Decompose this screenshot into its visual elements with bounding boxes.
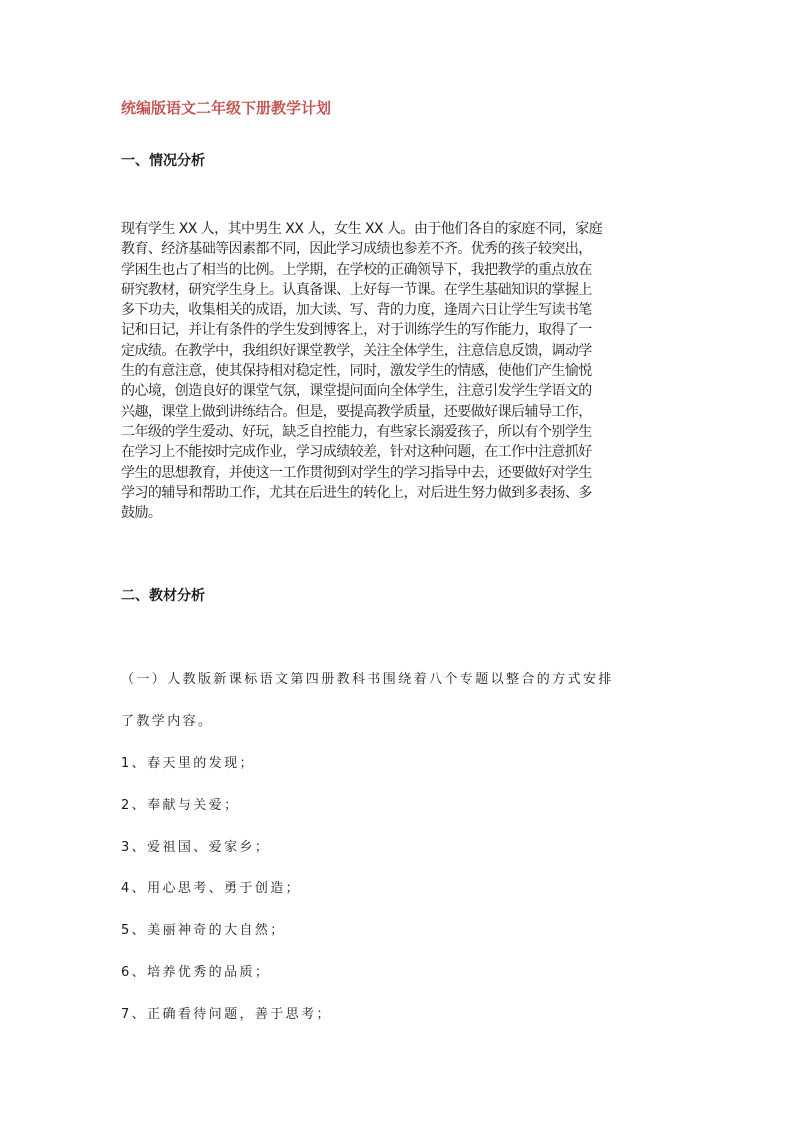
paragraph-line: 研究教材，研究学生身上。认真备课、上好每一节课。在学生基础知识的掌握上 xyxy=(121,281,592,298)
paragraph-line: 鼓励。 xyxy=(121,505,162,522)
paragraph-line: 二年级的学生爱动、好玩，缺乏自控能力，有些家长溺爱孩子，所以有个别学生 xyxy=(121,423,592,440)
textbook-intro-line: （一）人教版新课标语文第四册教科书围绕着八个专题以整合的方式安排 xyxy=(121,672,614,687)
textbook-intro-line: 了教学内容。 xyxy=(121,714,214,729)
situation-analysis-paragraph xyxy=(121,219,681,523)
paragraph-line: 的心境，创造良好的课堂气氛，课堂提问面向全体学生，注意引发学生学语文的 xyxy=(121,383,592,400)
paragraph-line: 定成绩。在教学中，我组织好课堂教学，关注全体学生，注意信息反馈，调动学 xyxy=(121,342,592,359)
paragraph-line: 多下功夫，收集相关的成语，加大读、写、背的力度，逢周六日让学生写读书笔 xyxy=(121,302,592,319)
topic-list-item: 7、正确看待问题，善于思考； xyxy=(121,1007,332,1022)
topic-list-item: 4、用心思考、勇于创造； xyxy=(121,881,302,896)
paragraph-line: 记和日记，并让有条件的学生发到博客上，对于训练学生的写作能力，取得了一 xyxy=(121,322,592,339)
paragraph-line: 学生的思想教育，并使这一工作贯彻到对学生的学习指导中去，还要做好对学生 xyxy=(121,464,592,481)
section-heading-situation-analysis: 一、情况分析 xyxy=(121,153,205,169)
topic-list-item: 6、培养优秀的品质； xyxy=(121,965,271,980)
paragraph-line: 学困生也占了相当的比例。上学期，在学校的正确领导下，我把教学的重点放在 xyxy=(121,261,592,278)
paragraph-line: 现有学生 XX 人，其中男生 XX 人，女生 XX 人。由于他们各自的家庭不同，家庭 xyxy=(121,221,603,237)
topic-list-item: 1、春天里的发现； xyxy=(121,756,255,771)
topic-list-item: 2、奉献与关爱； xyxy=(121,798,240,813)
document-title: 统编版语文二年级下册教学计划 xyxy=(121,99,332,117)
paragraph-line: 兴趣，课堂上做到讲练结合。但是，要提高教学质量，还要做好课后辅导工作， xyxy=(121,403,592,420)
topic-list-item: 3、爱祖国、爱家乡； xyxy=(121,840,271,855)
paragraph-line: 学习的辅导和帮助工作，尤其在后进生的转化上，对后进生努力做到多表扬、多 xyxy=(121,484,592,501)
paragraph-line: 生的有意注意，使其保持相对稳定性，同时，激发学生的情感，使他们产生愉悦 xyxy=(121,363,592,380)
paragraph-line: 在学习上不能按时完成作业，学习成绩较差，针对这种问题，在工作中注意抓好 xyxy=(121,444,592,461)
section-heading-textbook-analysis: 二、教材分析 xyxy=(121,588,205,604)
paragraph-line: 教育、经济基础等因素都不同，因此学习成绩也参差不齐。优秀的孩子较突出， xyxy=(121,241,592,258)
topic-list-item: 5、美丽神奇的大自然； xyxy=(121,923,286,938)
